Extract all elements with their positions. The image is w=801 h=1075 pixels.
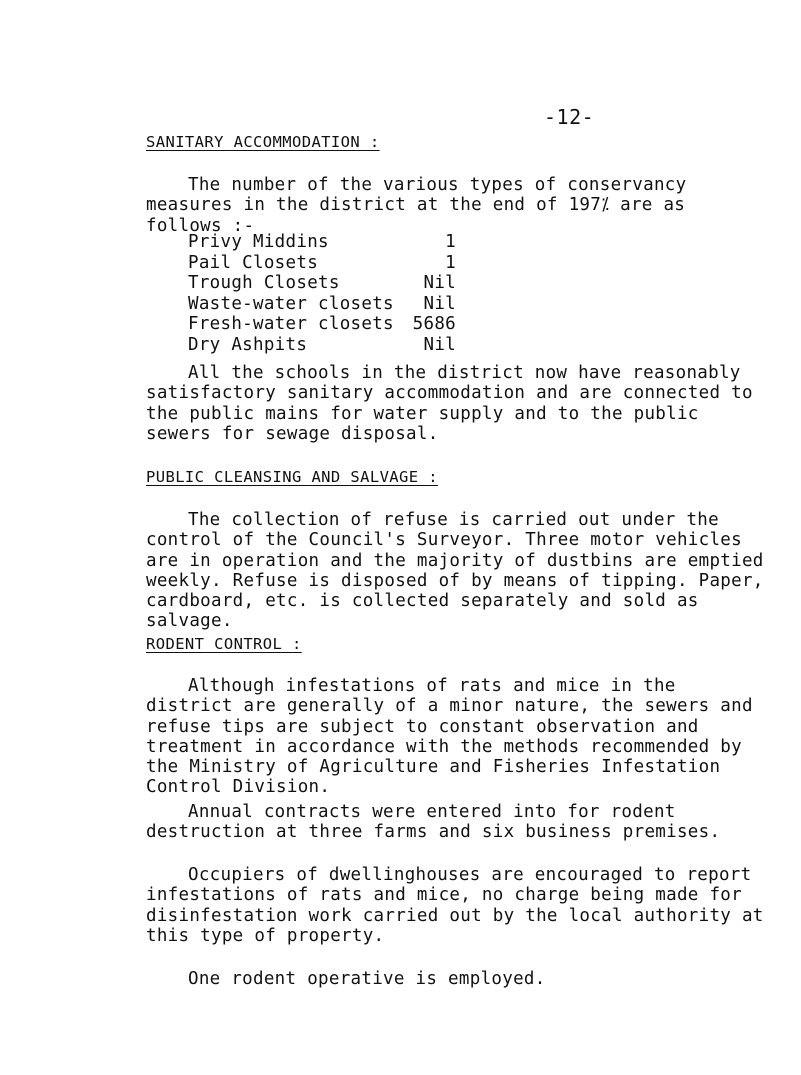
conservancy-value: Nil [423, 334, 456, 355]
conservancy-value: 1 [445, 252, 456, 273]
conservancy-label: Pail Closets [188, 252, 319, 273]
sanitary-intro-paragraph: The number of the various types of conservancy measures in the district at the end of 197⁒ are as follows :- [146, 175, 687, 236]
conservancy-label: Waste-water closets [188, 293, 394, 314]
rodent-paragraph: Occupiers of dwellinghouses are encouraged to report infestations of rats and mice, no charge being made for disinfestation work carried out by the local authority at this type of property. [146, 865, 764, 946]
conservancy-value: 1 [445, 232, 456, 252]
conservancy-label: Privy Middins [188, 232, 329, 252]
sanitary-accommodation-heading: SANITARY ACCOMMODATION : [146, 133, 380, 151]
conservancy-label: Fresh-water closets [188, 314, 394, 334]
conservancy-label: Dry Ashpits [188, 334, 308, 355]
conservancy-row [188, 335, 488, 356]
conservancy-value: Nil [423, 273, 456, 293]
schools-paragraph: All the schools in the district now have reasonably satisfactory sanitary accommodation and are connected to the public mains for water supply and to the public sewers for sewage disposal. [146, 363, 753, 444]
conservancy-row [188, 273, 488, 294]
conservancy-value: 5686 [412, 314, 456, 334]
conservancy-table [188, 232, 488, 355]
rodent-control-heading: RODENT CONTROL : [146, 635, 302, 653]
rodent-paragraph: Annual contracts were entered into for rodent destruction at three farms and six business premises. [146, 802, 721, 843]
conservancy-row [188, 314, 488, 335]
conservancy-row [188, 253, 488, 274]
conservancy-row [188, 294, 488, 315]
public-cleansing-heading: PUBLIC CLEANSING AND SALVAGE : [146, 468, 438, 486]
conservancy-label: Trough Closets [188, 273, 340, 293]
conservancy-row [188, 232, 488, 253]
page-number: -12- [544, 105, 595, 129]
conservancy-value: Nil [423, 293, 456, 314]
cleansing-paragraph: The collection of refuse is carried out under the control of the Council's Surveyor. Three motor vehicles are in operation and the majority of dustbins are emptied weekly. Refuse is disposed of by means of tipping. Paper, cardboard, etc. is collected separately and sold as salvage. [146, 510, 764, 632]
rodent-paragraph: Although infestations of rats and mice in the district are generally of a minor nature, the sewers and refuse tips are subject to constant observation and treatment in accordance with the methods recommended by the Ministry of Agriculture and Fisheries Infestation Control Division. [146, 676, 753, 798]
rodent-paragraph: One rodent operative is employed. [188, 969, 546, 989]
